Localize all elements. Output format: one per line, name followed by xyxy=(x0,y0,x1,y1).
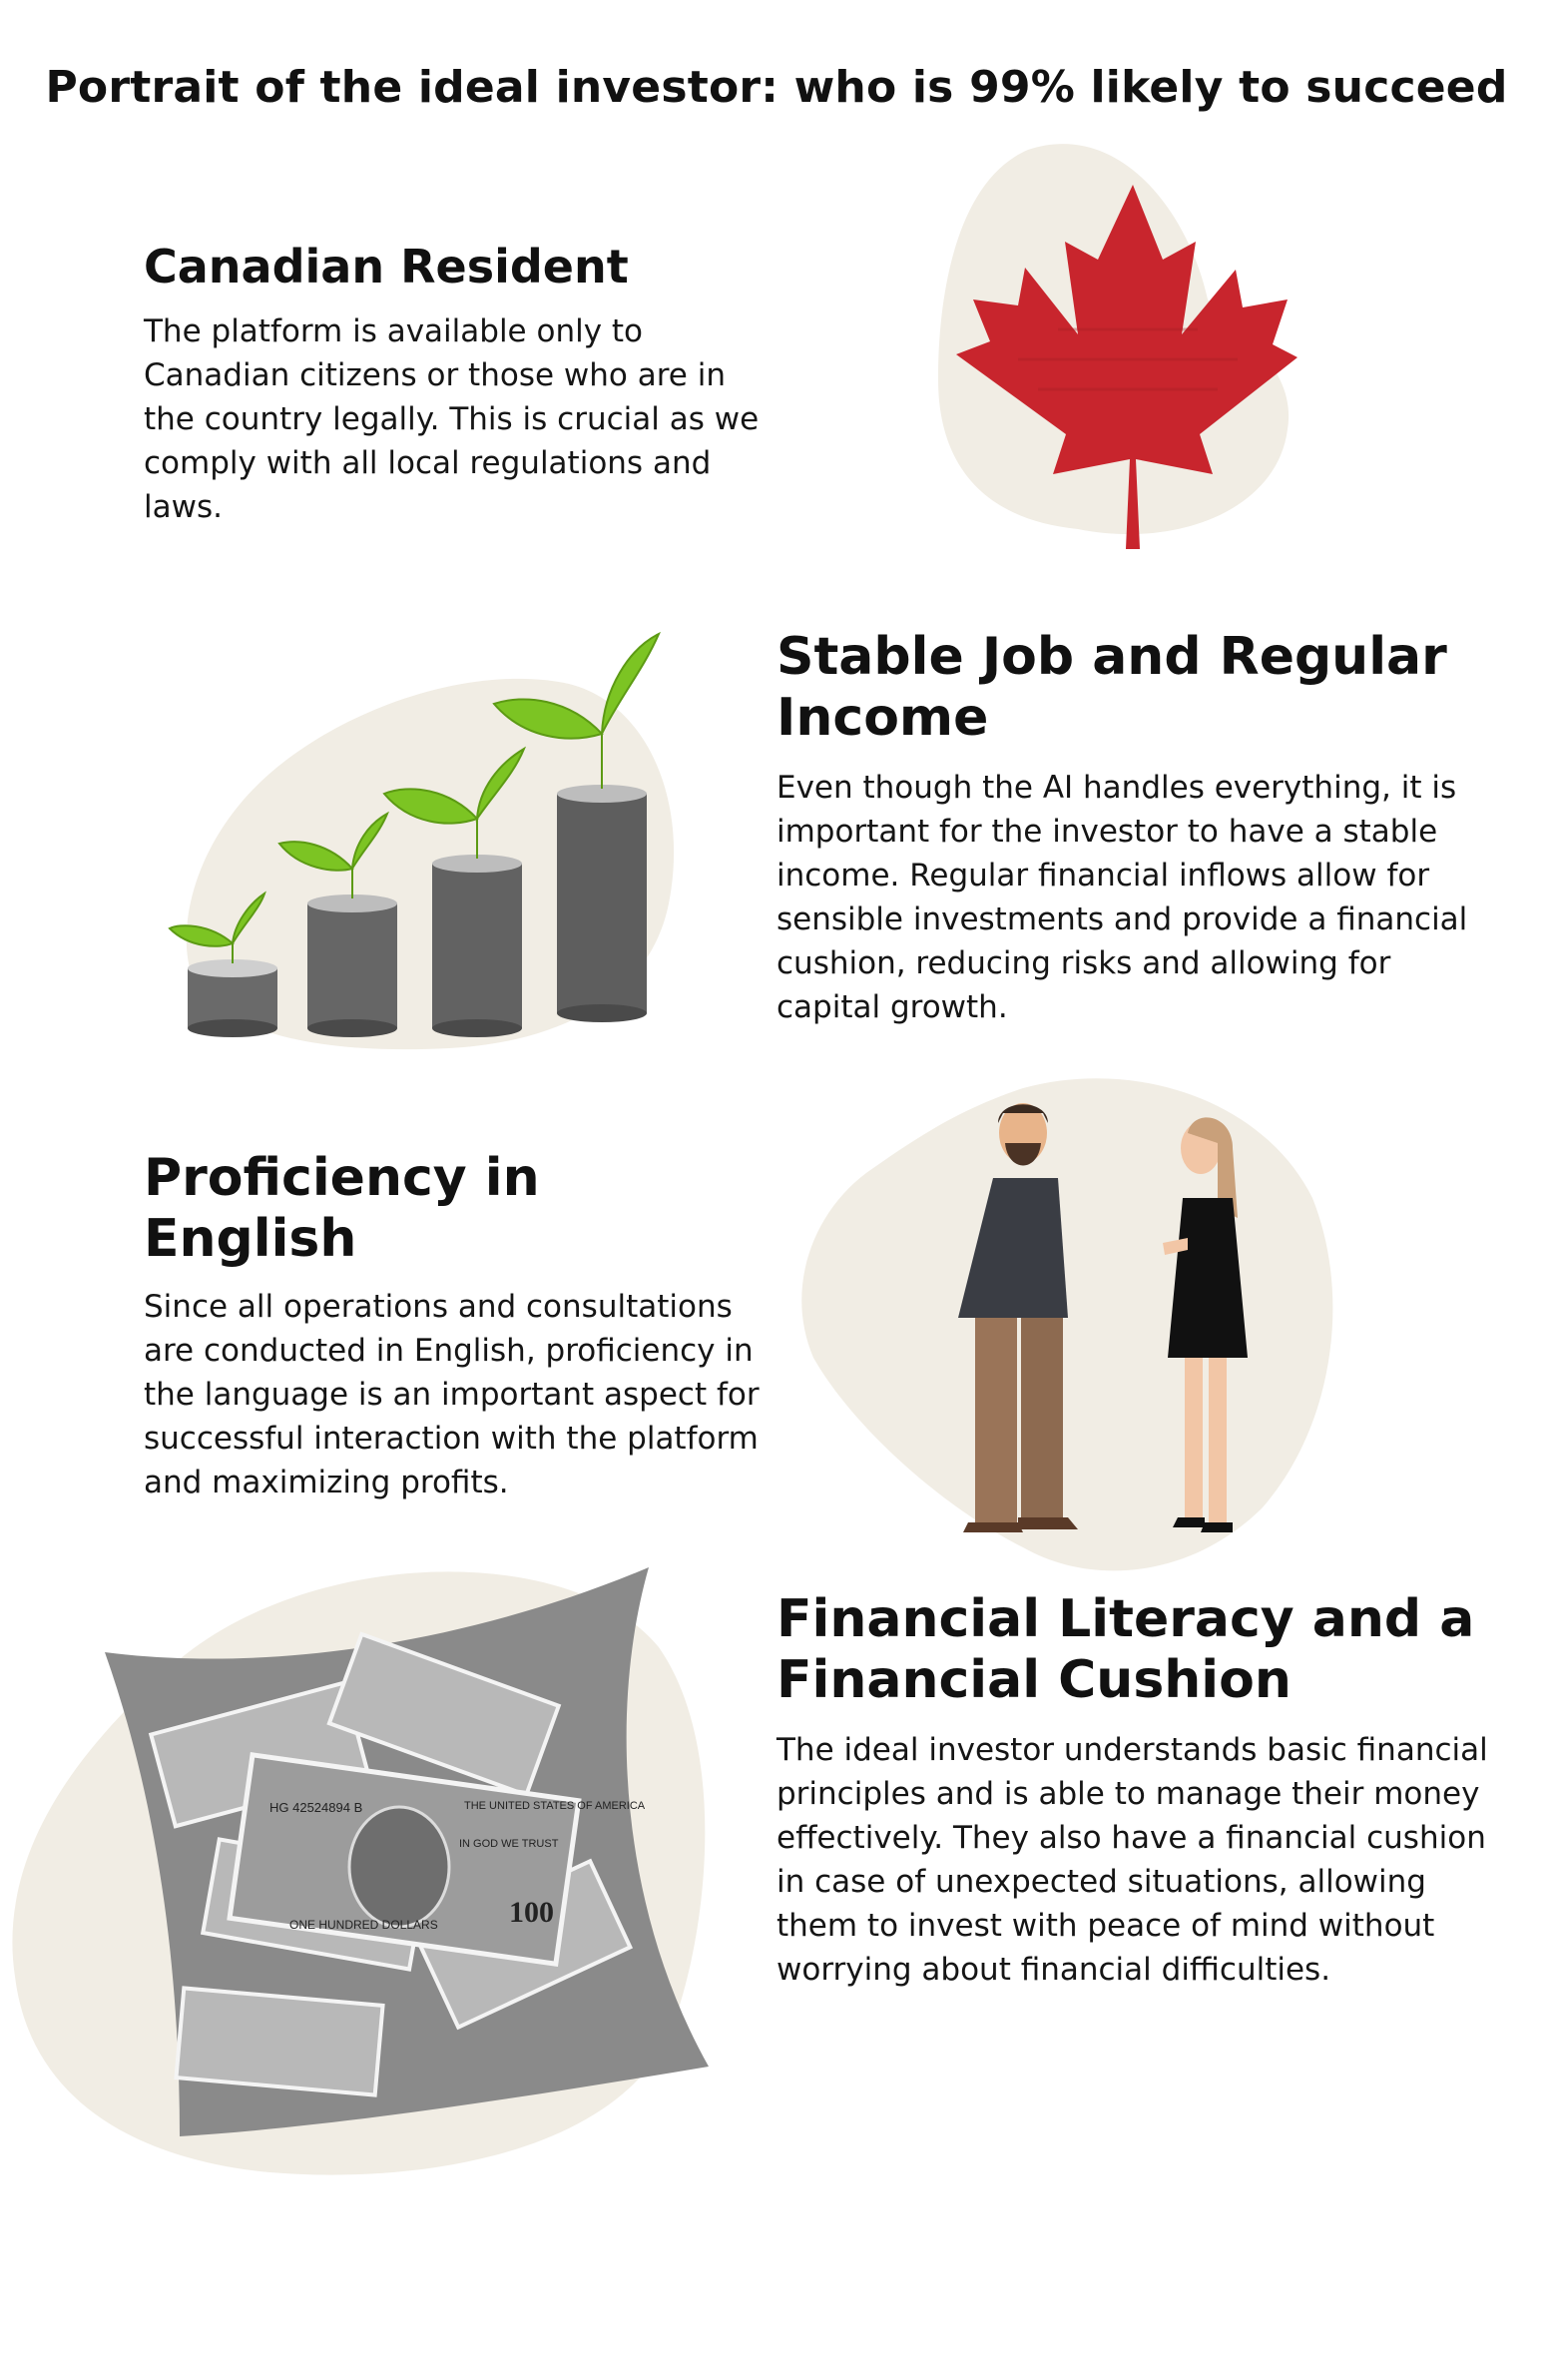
section-english xyxy=(144,1148,763,1504)
conversation-people-icon xyxy=(793,1068,1352,1587)
section-body: The platform is available only to Canadian citizens or those who are in the country legally. This is crucial as we comply with all local regulations and laws. xyxy=(144,313,760,526)
coin-stack xyxy=(307,894,397,1037)
growing-coins-icon xyxy=(150,624,709,1063)
section-heading: Proficiency in English xyxy=(144,1148,540,1270)
page-title: Portrait of the ideal investor: who is 99% likely to succeed xyxy=(45,62,1508,113)
banknote-denomination: 100 xyxy=(509,1896,554,1929)
section-body: Since all operations and consultations are conducted in English, proficiency in the language is an important aspect for successful interaction with the platform and maximizing profits. xyxy=(144,1288,760,1500)
coin-stack xyxy=(188,959,277,1037)
maple-leaf-icon xyxy=(878,130,1357,569)
section-heading: Stable Job and Regular Income xyxy=(776,627,1447,749)
section-body: The ideal investor understands basic financial principles and is able to manage their money effectively. They also have a financial cushion in case of unexpected situations, allowing them to invest with peace of mind without worrying about financial difficulties. xyxy=(776,1731,1488,1988)
section-financial-literacy xyxy=(776,1589,1495,1992)
coin-stack xyxy=(432,855,522,1037)
banknote-serial: HG 42524894 B xyxy=(269,1800,363,1815)
section-heading: Canadian Resident xyxy=(144,240,629,294)
section-canadian-resident xyxy=(144,240,763,529)
banknote-motto: IN GOD WE TRUST xyxy=(459,1838,559,1850)
coin-stack xyxy=(557,785,647,1022)
section-body: Even though the AI handles everything, it is important for the investor to have a stable income. Regular financial inflows allow for sensible investments and provide a financial cushion, reducing risks and allowing for capital growth. xyxy=(776,769,1468,1025)
section-stable-job xyxy=(776,627,1495,1029)
banknote-country: THE UNITED STATES OF AMERICA xyxy=(464,1800,646,1812)
money-pillow-icon xyxy=(10,1557,719,2186)
banknote-words: ONE HUNDRED DOLLARS xyxy=(289,1918,438,1932)
section-heading: Financial Literacy and a Financial Cushion xyxy=(776,1589,1475,1711)
